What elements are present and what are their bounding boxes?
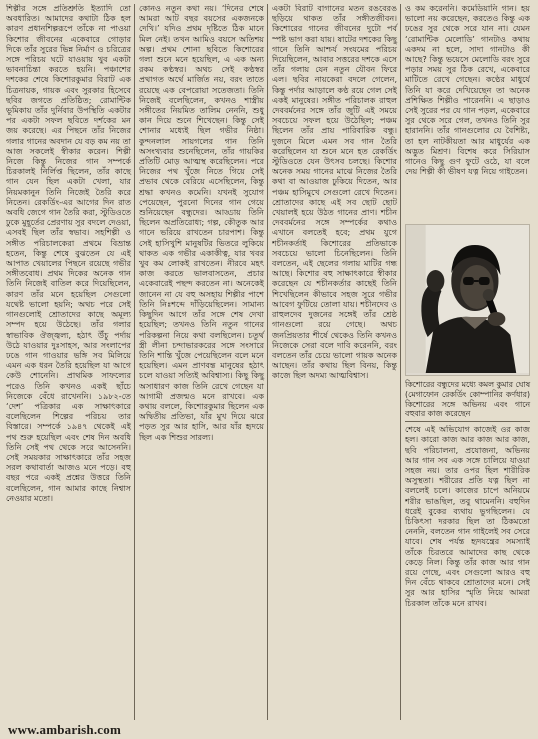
column-4-bottom <box>405 425 530 720</box>
portrait-photo-image <box>406 225 529 373</box>
column-4-top-text: ও কম করেননি। কমেডিয়ানি গান। হয় ভালো নয় করেছেন, করতেও কিন্তু এক ঢঙের সুর থেকে সরে যান না। যেমন ‘রোমান্টিক মেলোডি’ গানটাও কথায় একদম না হলে, সাদা গানটাও কী আছে? কিন্তু ভয়েসে মেলোডি বরং সুরে পড়ার সময় সুর ঠিক রেখে, একেবারে মাটিতে রেখে গেছেন। কণ্ঠের মাধুর্যে তিনি যা করে দেখিয়েছেন তা অনেক প্রশিক্ষিত শিল্পীও পারেননি। এ ছাড়াও সেই সুরের পর যে গান পড়ল, একেবারে সুর থেকে সরে গেল, তখনও তিনি সুর হারাননি। তাঁর গানগুলোর যে বৈশিষ্ট্য, তা হল নাটকীয়তা আর মাধুর্যের এক অদ্ভুত মিশ্রণ। বিশেষ করে সিরিয়াস গানেও কিছু গুণ ফুটে ওঠে, যা বলে দেয় শিল্পী কী ভীষণ যত্ন নিয়ে গাইতেন। <box>405 4 530 177</box>
article-column-2 <box>139 4 268 720</box>
article-column-4 <box>405 4 533 720</box>
photo-caption: কিশোরের বন্ধুদের মধ্যে কমল কুমার ঘোষ (মেগাফোন রেকর্ডিং কোম্পানির কর্ণধার) কিশোরের সঙ্গে অভিনয় এবং গানে বহুবার কাজ করেছেন <box>405 380 530 422</box>
watermark-text: www.ambarish.com <box>8 722 121 737</box>
column-3-text: একটা বিরাট বাগানের মতন রঙবেরঙ ছড়িয়ে থাকত তাঁর সঙ্গীতজীবন। কিশোরের গানের জীবনের দুটো পর্ব স্পষ্ট ভাগ করা যায়। ষাটের দশকের কিছু গানে তিনি আশ্চর্য সংযমের পরিচয় দিয়েছিলেন, আবার সত্তরের দশকে এসে তাঁর গলায় যেন নতুন যৌবন ফিরে এল। ছবির নায়কেরা বদলে গেলেন, কিন্তু পর্দার আড়ালে কণ্ঠ রয়ে গেল সেই একই মানুষের। সঙ্গীত পরিচালক রাহুল দেববর্মনের সঙ্গে তাঁর জুটি এই সময়ে সবচেয়ে সফল হয়ে উঠেছিল; পঞ্চম ছিলেন তাঁর প্রায় পারিবারিক বন্ধু। দুজনে মিলে এমন সব গান তৈরি করেছিলেন যা শুনে মনে হত রেকর্ডিং স্টুডিওতে যেন উৎসব চলছে। কিশোর অনেক সময় গানের মাঝে নিজের তৈরি কথা বা আওয়াজ ঢুকিয়ে দিতেন, আর পঞ্চম হাসিমুখে সেগুলো রেখে দিতেন। শ্রোতাদের কাছে এই সব ছোট ছোট খেয়ালই হয়ে উঠত গানের প্রাণ। শচীন দেববর্মনের সঙ্গে সম্পর্কের কথাও এখানে বলতেই হবে; প্রথম যুগে শচীনকর্তাই কিশোরের প্রতিভাকে সবচেয়ে ভালো চিনেছিলেন। তিনি বলতেন, এই ছেলের গলায় মাটির গন্ধ আছে। কিশোর বহু সাক্ষাৎকারে স্বীকার করেছেন যে শচীনকর্তার কাছেই তিনি শিখেছিলেন কীভাবে সহজ সুরে গভীর আবেগ ফুটিয়ে তোলা যায়। শচীনদেব ও রাহুলদেব দুজনের সঙ্গেই তাঁর শ্রেষ্ঠ গানগুলো রয়ে গেছে। অথচ জনপ্রিয়তার শীর্ষে থেকেও তিনি কখনও নিজেকে সেরা বলে দাবি করেননি, বরং বলতেন তাঁর চেয়ে ভালো গায়ক অনেক আছেন। তাঁর কথায় ছিল বিনয়, কিন্তু কাজে ছিল অদম্য আত্মবিশ্বাস। <box>272 4 397 381</box>
column-4-bottom-text: শেষে এই অভিযোগ কাজেই ওর কাজ হল। কারো কাজ আর কাজ আর কাজ, ছবি পরিচালনা, প্রযোজনা, অভিনয় আর গান সব এক সঙ্গে চালিয়ে যাওয়া সহজ নয়। তার ওপর ছিল শারীরিক অসুস্থতা। শরীরের প্রতি যত্ন ছিল না বললেই চলে। কাজের চাপে অনিয়মে শরীর ভাঙছিল, তবু থামেননি। বহুদিন ধরেই বুকের ব্যথায় ভুগছিলেন। যে চিকিৎসা দরকার ছিল তা ঠিকমতো নেননি, বলতেন গান গাইলেই সব সেরে যাবে। শেষ পর্যন্ত হৃদযন্ত্রের সমস্যাই তাঁকে চিরতরে আমাদের কাছ থেকে কেড়ে নিল। কিন্তু তাঁর কাজ আর গান রয়ে গেছে, এবং সেগুলো আরও বহু দিন বেঁচে থাকবে শ্রোতাদের মনে। সেই সুর আর হাসির স্মৃতি নিয়ে আমরা চিরকাল তাঁকে মনে রাখব। <box>405 425 530 608</box>
article-columns <box>6 4 533 720</box>
column-1-text: শিল্পীর সঙ্গে প্রতিশ্রুতি ইত্যাদি তো অবধারিত। আমাদের কথাটা ঠিক হল কারণ প্রধানশিল্পরূপে তাঁকে না পাওয়া কিশোর জীবনের একেবারে গোড়ার দিকে তাঁর সুরের ভিন্ন নির্মাণ ও চরিত্রের সঙ্গে পরিচয় ঘটে যাওয়ায় খুব একটা ভাবনাচিন্তা করতে হয়নি। পঞ্চাশের দশকের শেষে কিশোরকুমার বিরাট এক চিত্রনায়ক, গায়ক এবং সুরকার হিসেবে ছবির জগতে প্রতিষ্ঠিত; রোমান্টিক ভূমিকায় তাঁর দুর্নিবার উপস্থিতি একটার পর একটা সফল ছবিতে দর্শকের মন জয় করেছে। এর পিছনে তাঁর নিজের গলার গানের অবদান যে বড় কম নয় তা আজ সকলেই স্বীকার করেন। শিল্পী নিজে কিন্তু নিজের গান সম্পর্কে চিরকালই নির্লিপ্ত ছিলেন, তাঁর কাছে গান যেন ছিল একটা খেলা, যার নিয়মকানুন তিনি নিজেই তৈরি করে নিতেন। রেকর্ডিং-এর আগের দিন রাত অবধি জেগে গান তৈরি করা, স্টুডিওতে ঢুকে মুহূর্তের প্রেরণায় সুর বদলে দেওয়া, এসবই ছিল তাঁর স্বভাব। সহশিল্পী ও সঙ্গীত পরিচালকেরা প্রথমে বিভ্রান্ত হতেন, কিন্তু শেষে বুঝতেন যে এই আপাত খেয়ালের পিছনে রয়েছে গভীর সঙ্গীতবোধ। প্রথম দিকের অনেক গান তিনি নিজেই বাতিল করে দিয়েছিলেন, কারণ তাঁর মনে হয়েছিল সেগুলো যথেষ্ট ভালো হয়নি; অথচ পরে সেই গানগুলোই শ্রোতাদের কাছে অমূল্য সম্পদ হয়ে উঠেছে। তাঁর গলার স্বাভাবিক ঔজ্জ্বল্য, হঠাৎ উঁচু পর্দায় উঠে যাওয়ার দুঃসাহস, আর সংলাপের ঢঙে গান গাওয়ার ভঙ্গি সব মিলিয়ে এমন এক ধরন তৈরি হয়েছিল যা আগে কেউ শোনেনি। প্রাথমিক সাফল্যের পরেও তিনি কখনও একই ছাঁচে নিজেকে বেঁধে রাখেননি। ১৯৮২-তে ‘দেশ’ পত্রিকার এক সাক্ষাৎকারে বলেছিলেন শিল্পের পরিচয় তার বিস্তারে। সম্পর্কে ১৯৪৭ থেকেই এই পথ শুরু হয়েছিল এবং শেষ দিন অবধি তিনি সেই পথ থেকে সরে আসেননি। সেই সময়কার সাক্ষাৎকারে তাঁর সহজ সরল কথাবার্তা আজও মনে পড়ে। বহু বছর পরে একই প্রশ্নের উত্তরে তিনি বলেছিলেন, গান আমার কাছে নিশ্বাস নেওয়ার মতো। <box>6 4 131 503</box>
column-4-top <box>405 4 530 220</box>
portrait-photo <box>405 224 530 376</box>
article-column-1 <box>6 4 135 720</box>
column-2-text: কোনও নতুন কথা নয়। ‘দিনের শেষে আমরা আট বছর বয়সের একজনকে দেখি।’ যদিও প্রথম দৃষ্টিতে ঠিক মানে মিল নেই। তখন আমিও বয়সে অতিশয় অল্প। প্রথম শোনা ছবিতে কিশোরের গলা শুনে মনে হয়েছিল, এ এক অন্য রকম কণ্ঠস্বর। অথচ সেই কণ্ঠস্বর প্রথাগত অর্থে মার্জিত নয়, বরং তাতে রয়েছে এক বেপরোয়া সতেজতা। তিনি নিজেই বলেছিলেন, কখনও শাস্ত্রীয় সঙ্গীতের নিয়মিত তালিম নেননি, শুধু কান দিয়ে শুনে শিখেছেন। কিন্তু সেই শোনার মধ্যেই ছিল গভীর নিষ্ঠা। কুন্দনলাল সায়গলের গান তিনি অসংখ্যবার শুনেছিলেন, তাঁর গায়কির প্রতিটি মোড় আত্মস্থ করেছিলেন। পরে নিজের পথ খুঁজে নিতে গিয়ে সেই প্রভাব থেকে বেরিয়ে এসেছিলেন, কিন্তু শ্রদ্ধা কখনও কমেনি। যখনই সুযোগ পেয়েছেন, পুরনো দিনের গান গেয়ে শুনিয়েছেন বন্ধুদের। আড্ডায় তিনি ছিলেন অপ্রতিরোধ্য; গল্প, কৌতুক আর গানে ভরিয়ে রাখতেন চারপাশ। কিন্তু সেই হাসিখুশি মানুষটির ভিতরে লুকিয়ে থাকত এক গভীর একাকীত্ব, যার খবর খুব কম লোকই রাখতেন। নীরবে মহৎ কাজ করতে ভালবাসতেন, প্রচার একেবারেই পছন্দ করতেন না। অনেকেই জানেন না যে বহু অসহায় শিল্পীর পাশে তিনি নিঃশব্দে দাঁড়িয়েছিলেন। সামান্য কিছুদিন আগে তাঁর সঙ্গে শেষ দেখা হয়েছিল; তখনও তিনি নতুন গানের পরিকল্পনা নিয়ে কথা বলছিলেন। চতুর্থ স্ত্রী লীনা চন্দাভারকরের সঙ্গে সংসারে তিনি শান্তি খুঁজে পেয়েছিলেন বলে মনে হয়েছিল। এমন প্রাণবন্ত মানুষের হঠাৎ চলে যাওয়া সত্যিই অবিশ্বাস্য। কিছু কিছু অসাধারণ কাজ তিনি রেখে গেছেন যা আগামী প্রজন্মও মনে রাখবে। এক কথায় বললে, কিশোরকুমার ছিলেন এক অদ্বিতীয় প্রতিভা, যাঁর মুখ দিয়ে ঝরে পড়ত সুর আর হাসি, আর যাঁর হৃদয়ে ছিল এক শিশুর সারল্য। <box>139 4 264 442</box>
article-column-3 <box>272 4 401 720</box>
